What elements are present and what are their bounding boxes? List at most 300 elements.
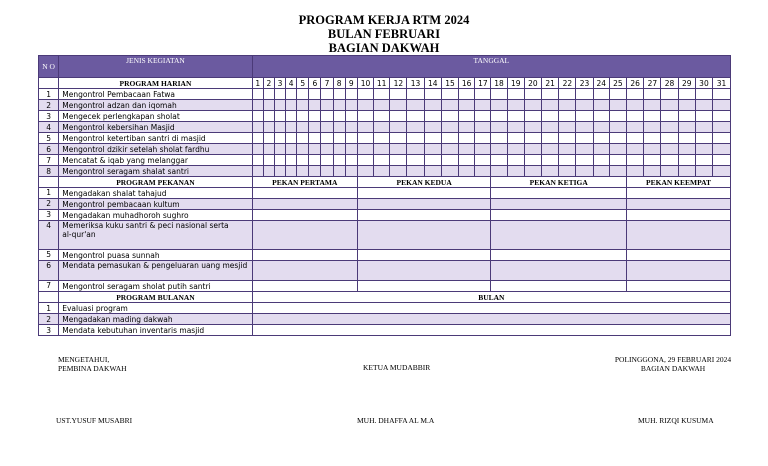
day-number: 16 [459,78,475,89]
table-header-row [39,56,731,78]
day-cell [524,100,541,111]
table-row [39,133,731,144]
day-number: 5 [297,78,309,89]
row-number: 3 [39,325,59,336]
day-cell [576,100,593,111]
activity-name: Mengadakan shalat tahajud [59,188,252,199]
day-cell [459,155,475,166]
table-row [39,111,731,122]
week-heading: PEKAN PERTAMA [252,177,357,188]
month-cell [252,303,730,314]
column-header-activity: JENIS KEGIATAN [59,56,252,78]
table-row [39,199,731,210]
day-cell [263,144,274,155]
day-cell [321,111,333,122]
day-cell [390,111,407,122]
day-number: 15 [441,78,458,89]
day-cell [390,100,407,111]
day-cell [441,111,458,122]
day-cell [390,166,407,177]
section-no-spacer [39,177,59,188]
day-cell [263,100,274,111]
day-cell [286,133,297,144]
day-cell [252,133,263,144]
day-cell [542,111,559,122]
day-cell [475,89,491,100]
section-no-spacer [39,292,59,303]
table-row [39,210,731,221]
day-number: 29 [678,78,695,89]
day-cell [644,122,661,133]
row-number: 5 [39,250,59,261]
day-cell [644,144,661,155]
activity-name: Mengadakan muhadhoroh sughro [59,210,252,221]
day-cell [297,144,309,155]
day-cell [441,166,458,177]
row-number: 4 [39,122,59,133]
day-number: 4 [286,78,297,89]
day-cell [576,89,593,100]
day-cell [374,155,390,166]
day-cell [491,122,507,133]
day-cell [321,144,333,155]
section-heading-row-monthly [39,292,731,303]
day-number: 9 [345,78,357,89]
day-number: 7 [321,78,333,89]
section-heading-weekly: PROGRAM PEKANAN [59,177,252,188]
day-cell [424,166,441,177]
day-cell [678,155,695,166]
day-cell [713,111,731,122]
day-cell [609,100,626,111]
signature-center-name: MUH. DHAFFA AL M.A [357,416,435,425]
day-cell [524,144,541,155]
signature-right-place-date: POLINGGONA, 29 FEBRUARI 2024 [614,355,732,364]
day-cell [576,122,593,133]
day-cell [661,111,678,122]
day-cell [576,133,593,144]
day-cell [475,155,491,166]
day-cell [374,111,390,122]
day-cell [593,166,609,177]
signature-left-name: UST.YUSUF MUSABRI [56,416,133,425]
day-cell [695,89,712,100]
day-cell [627,122,644,133]
table-row [39,89,731,100]
day-cell [345,155,357,166]
day-cell [627,100,644,111]
day-cell [424,111,441,122]
day-cell [424,155,441,166]
week-cell [627,281,731,292]
day-number: 22 [559,78,576,89]
week-cell [252,199,357,210]
week-cell [252,261,357,281]
day-number: 11 [374,78,390,89]
day-cell [609,133,626,144]
column-header-date: TANGGAL [252,56,730,78]
day-cell [252,111,263,122]
day-cell [309,166,321,177]
day-cell [309,100,321,111]
section-heading-monthly: PROGRAM BULANAN [59,292,252,303]
month-cell [252,314,730,325]
day-cell [297,166,309,177]
day-cell [424,100,441,111]
day-cell [333,111,345,122]
document-subtitle-month: BULAN FEBRUARI [327,27,441,41]
day-cell [321,133,333,144]
table-row [39,250,731,261]
day-cell [357,166,373,177]
day-cell [661,144,678,155]
day-cell [286,100,297,111]
activity-name [59,221,252,250]
day-cell [491,166,507,177]
table-row [39,303,731,314]
day-cell [407,100,424,111]
day-cell [475,100,491,111]
day-cell [695,100,712,111]
table-row [39,221,731,250]
row-number: 4 [39,221,59,250]
day-cell [576,111,593,122]
row-number: 6 [39,261,59,281]
day-cell [678,100,695,111]
day-cell [713,166,731,177]
day-cell [333,100,345,111]
day-number: 21 [542,78,559,89]
day-cell [357,89,373,100]
row-number: 5 [39,133,59,144]
day-cell [321,166,333,177]
day-cell [559,111,576,122]
day-cell [321,89,333,100]
day-cell [559,133,576,144]
day-cell [507,144,524,155]
day-cell [407,133,424,144]
day-cell [559,100,576,111]
day-cell [309,111,321,122]
day-cell [491,100,507,111]
day-cell [661,89,678,100]
day-cell [374,144,390,155]
day-cell [644,133,661,144]
day-cell [593,122,609,133]
day-cell [274,100,285,111]
week-cell [491,210,627,221]
activity-name: Mengontrol puasa sunnah [59,250,252,261]
day-cell [286,166,297,177]
day-cell [661,133,678,144]
day-cell [695,155,712,166]
day-cell [424,89,441,100]
row-number: 6 [39,144,59,155]
table-row [39,281,731,292]
week-cell [252,188,357,199]
day-cell [559,89,576,100]
day-cell [609,89,626,100]
activity-name: Mengontrol seragam sholat putih santri [59,281,252,292]
day-cell [321,100,333,111]
activity-name: Mengontrol kebersihan Masjid [59,122,252,133]
row-number: 1 [39,188,59,199]
day-number: 23 [576,78,593,89]
column-header-no: N O [39,56,59,78]
day-cell [713,122,731,133]
row-number: 7 [39,155,59,166]
day-cell [695,166,712,177]
day-number: 12 [390,78,407,89]
day-number: 30 [695,78,712,89]
day-cell [459,100,475,111]
day-cell [252,144,263,155]
day-cell [390,122,407,133]
day-cell [661,155,678,166]
day-cell [661,100,678,111]
week-cell [491,250,627,261]
activity-name-line: Memeriksa kuku santri & peci nasional serta [62,221,229,230]
signature-right-title [612,355,734,373]
day-cell [357,133,373,144]
day-cell [286,111,297,122]
day-cell [252,89,263,100]
day-cell [491,111,507,122]
day-number: 8 [333,78,345,89]
table-row [39,122,731,133]
day-cell [507,122,524,133]
day-cell [713,100,731,111]
day-cell [459,122,475,133]
day-number: 14 [424,78,441,89]
day-cell [507,111,524,122]
day-cell [441,155,458,166]
day-cell [475,144,491,155]
day-cell [459,133,475,144]
day-cell [390,155,407,166]
day-cell [297,133,309,144]
day-cell [459,89,475,100]
day-cell [374,100,390,111]
day-cell [695,144,712,155]
week-heading: PEKAN KEEMPAT [627,177,731,188]
day-cell [333,133,345,144]
day-cell [274,144,285,155]
day-cell [263,111,274,122]
activity-name: Mengadakan mading dakwah [59,314,252,325]
day-cell [491,155,507,166]
day-cell [424,133,441,144]
day-cell [559,166,576,177]
day-cell [345,166,357,177]
day-cell [593,111,609,122]
day-cell [274,111,285,122]
day-cell [274,133,285,144]
week-cell [627,210,731,221]
day-cell [286,144,297,155]
table-row [39,314,731,325]
day-cell [297,122,309,133]
day-cell [357,100,373,111]
activity-name: Mengontrol dzikir setelah sholat fardhu [59,144,252,155]
table-row [39,155,731,166]
day-cell [661,122,678,133]
day-cell [507,100,524,111]
day-cell [542,155,559,166]
day-cell [263,166,274,177]
work-program-table [38,55,731,336]
activity-name: Evaluasi program [59,303,252,314]
day-cell [321,122,333,133]
day-cell [274,122,285,133]
day-cell [374,133,390,144]
week-cell [357,261,491,281]
day-cell [357,155,373,166]
day-cell [407,166,424,177]
section-heading-row-weekly [39,177,731,188]
row-number: 2 [39,199,59,210]
week-cell [357,188,491,199]
activity-name: Mendata pemasukan & pengeluaran uang mesjid [59,261,252,281]
day-number: 1 [252,78,263,89]
section-heading-daily: PROGRAM HARIAN [59,78,252,89]
day-cell [297,89,309,100]
day-cell [309,122,321,133]
day-cell [286,122,297,133]
row-number: 8 [39,166,59,177]
day-cell [333,144,345,155]
week-cell [252,221,357,250]
week-cell [252,250,357,261]
day-cell [542,122,559,133]
activity-name: Mengontrol Pembacaan Fatwa [59,89,252,100]
day-cell [627,166,644,177]
activity-name-line: al-qur'an [62,230,96,239]
day-cell [695,133,712,144]
row-number: 2 [39,100,59,111]
activity-name: Mengontrol pembacaan kultum [59,199,252,210]
week-cell [491,221,627,250]
day-cell [507,133,524,144]
day-cell [297,155,309,166]
day-cell [507,155,524,166]
day-cell [475,122,491,133]
row-number: 7 [39,281,59,292]
document-subtitle-division: BAGIAN DAKWAH [328,41,440,55]
day-cell [286,89,297,100]
day-cell [475,166,491,177]
section-heading-row-daily [39,78,731,89]
day-cell [297,100,309,111]
signature-right-role: BAGIAN DAKWAH [640,364,706,373]
day-cell [407,111,424,122]
table-row [39,261,731,281]
signature-left-label: MENGETAHUI, [58,355,110,364]
day-cell [390,144,407,155]
day-cell [263,133,274,144]
day-cell [678,133,695,144]
month-heading: BULAN [252,292,730,303]
day-cell [263,89,274,100]
activity-name: Mengontrol ketertiban santri di masjid [59,133,252,144]
day-cell [678,144,695,155]
day-cell [274,89,285,100]
day-number: 13 [407,78,424,89]
day-cell [286,155,297,166]
day-cell [333,155,345,166]
day-cell [695,122,712,133]
day-number: 28 [661,78,678,89]
week-cell [491,261,627,281]
week-cell [252,210,357,221]
row-number: 3 [39,210,59,221]
day-cell [644,100,661,111]
day-cell [333,89,345,100]
signature-center-title: KETUA MUDABBIR [363,363,431,372]
day-cell [507,166,524,177]
day-cell [678,166,695,177]
row-number: 1 [39,303,59,314]
table-row [39,144,731,155]
day-cell [274,155,285,166]
day-cell [713,155,731,166]
day-cell [542,100,559,111]
week-cell [491,281,627,292]
day-cell [333,166,345,177]
day-cell [345,89,357,100]
week-heading: PEKAN KEDUA [357,177,491,188]
day-cell [576,166,593,177]
day-cell [274,166,285,177]
week-cell [357,210,491,221]
week-cell [627,188,731,199]
day-number: 2 [263,78,274,89]
day-cell [475,111,491,122]
week-cell [252,281,357,292]
day-cell [441,89,458,100]
day-cell [559,122,576,133]
day-cell [491,133,507,144]
day-cell [507,89,524,100]
day-number: 24 [593,78,609,89]
day-cell [695,111,712,122]
day-cell [524,111,541,122]
day-cell [374,89,390,100]
day-cell [424,122,441,133]
table-row [39,325,731,336]
day-cell [321,155,333,166]
day-cell [576,155,593,166]
day-cell [609,155,626,166]
day-cell [644,111,661,122]
day-cell [491,89,507,100]
table-row [39,188,731,199]
day-number: 6 [309,78,321,89]
day-cell [593,100,609,111]
month-cell [252,325,730,336]
day-cell [407,89,424,100]
row-number: 2 [39,314,59,325]
day-cell [627,144,644,155]
activity-name: Mengontrol adzan dan iqomah [59,100,252,111]
day-cell [345,111,357,122]
day-cell [524,166,541,177]
day-cell [459,144,475,155]
day-cell [644,89,661,100]
day-cell [252,155,263,166]
day-cell [333,122,345,133]
day-cell [593,155,609,166]
